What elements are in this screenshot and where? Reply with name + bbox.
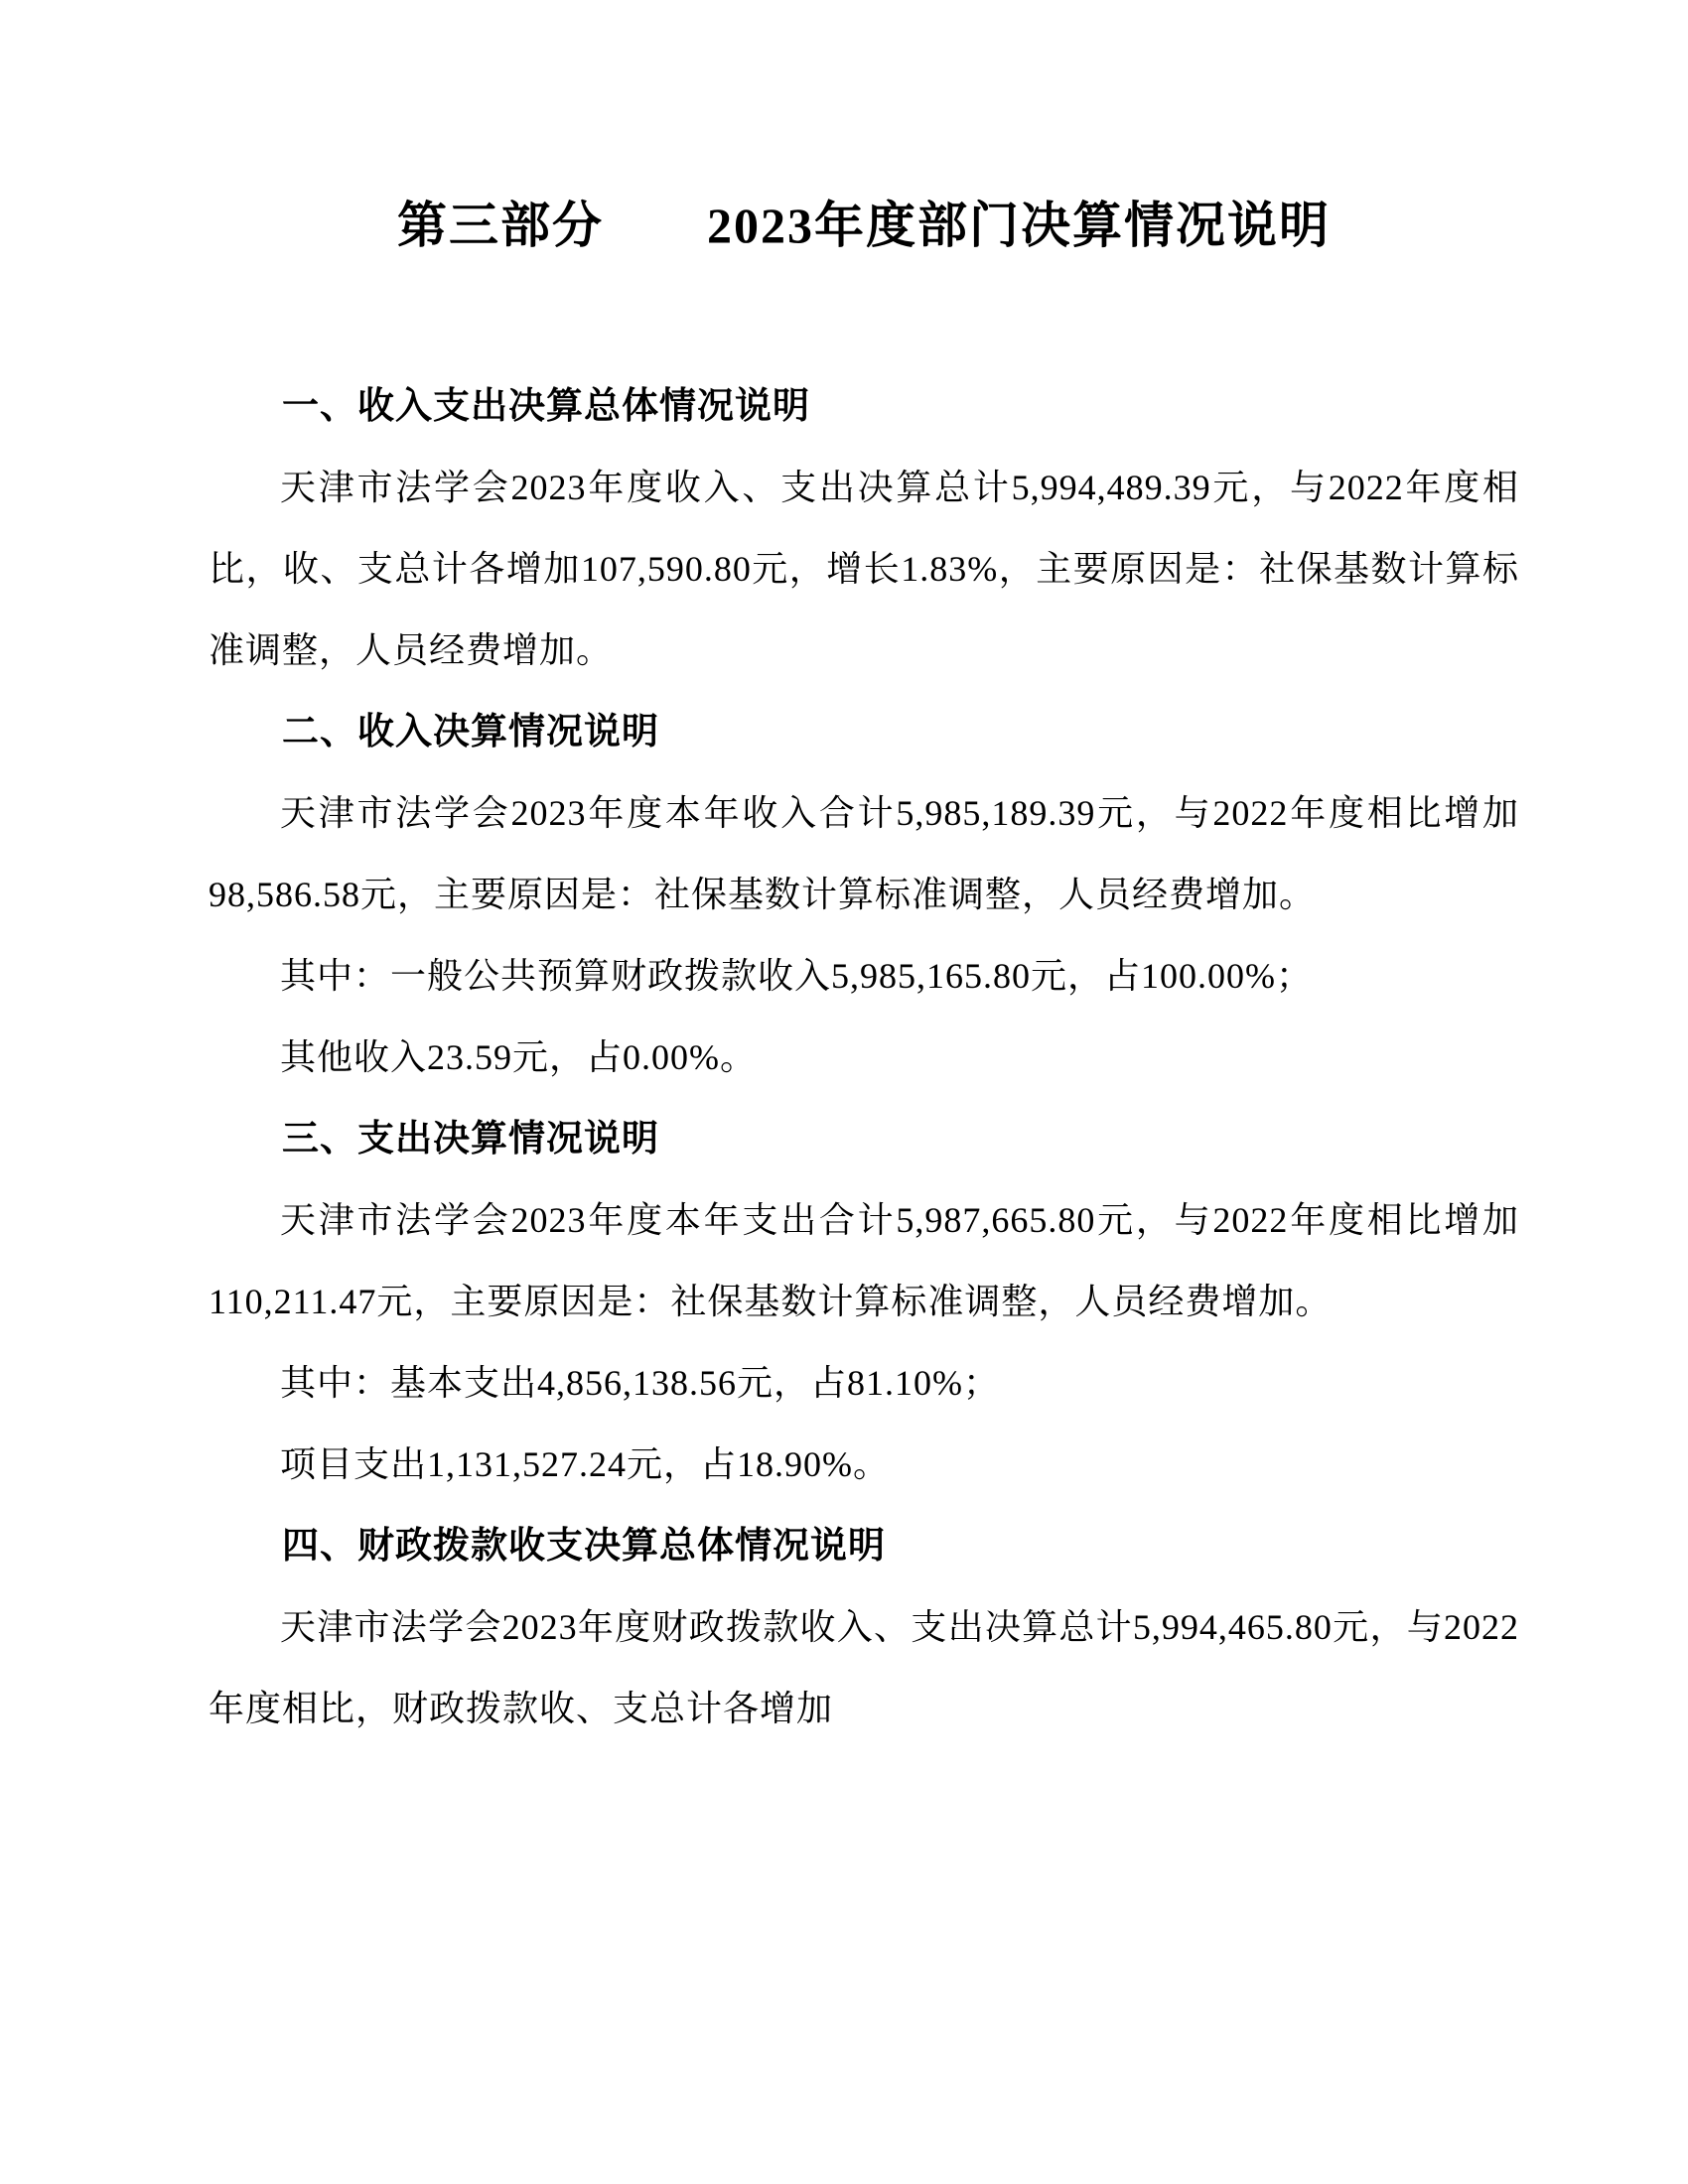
section-4-heading: 四、财政拨款收支决算总体情况说明	[282, 1525, 886, 1566]
section-4-paragraph-1: 天津市法学会2023年度财政拨款收入、支出决算总计5,994,465.80元，与2022年度相比，财政拨款收、支总计各增加	[209, 1607, 1519, 1728]
section-2-paragraph-1: 天津市法学会2023年度本年收入合计5,985,189.39元，与2022年度相比增加98,586.58元，主要原因是：社保基数计算标准调整，人员经费增加。	[209, 793, 1519, 914]
section-2-paragraph-3: 其他收入23.59元，占0.00%。	[280, 1037, 757, 1077]
section-1-paragraph-1: 天津市法学会2023年度收入、支出决算总计5,994,489.39元，与2022年度相比，收、支总计各增加107,590.80元，增长1.83%，主要原因是：社保基数计算标准调整，人员经费增加。	[209, 468, 1519, 670]
section-3-paragraph-2: 其中：基本支出4,856,138.56元，占81.10%；	[280, 1363, 1000, 1403]
section-3-heading: 三、支出决算情况说明	[282, 1118, 659, 1159]
section-3-paragraph-1: 天津市法学会2023年度本年支出合计5,987,665.80元，与2022年度相比增加110,211.47元，主要原因是：社保基数计算标准调整，人员经费增加。	[209, 1200, 1519, 1321]
section-3-paragraph-3: 项目支出1,131,527.24元，占18.90%。	[280, 1444, 890, 1484]
section-2-paragraph-2: 其中：一般公共预算财政拨款收入5,985,165.80元，占100.00%；	[280, 956, 1313, 996]
section-2-heading: 二、收入决算情况说明	[282, 711, 659, 751]
section-1-heading: 一、收入支出决算总体情况说明	[282, 385, 810, 426]
document-body	[209, 365, 1519, 1749]
document-title: 第三部分 2023年度部门决算情况说明	[397, 198, 1331, 253]
